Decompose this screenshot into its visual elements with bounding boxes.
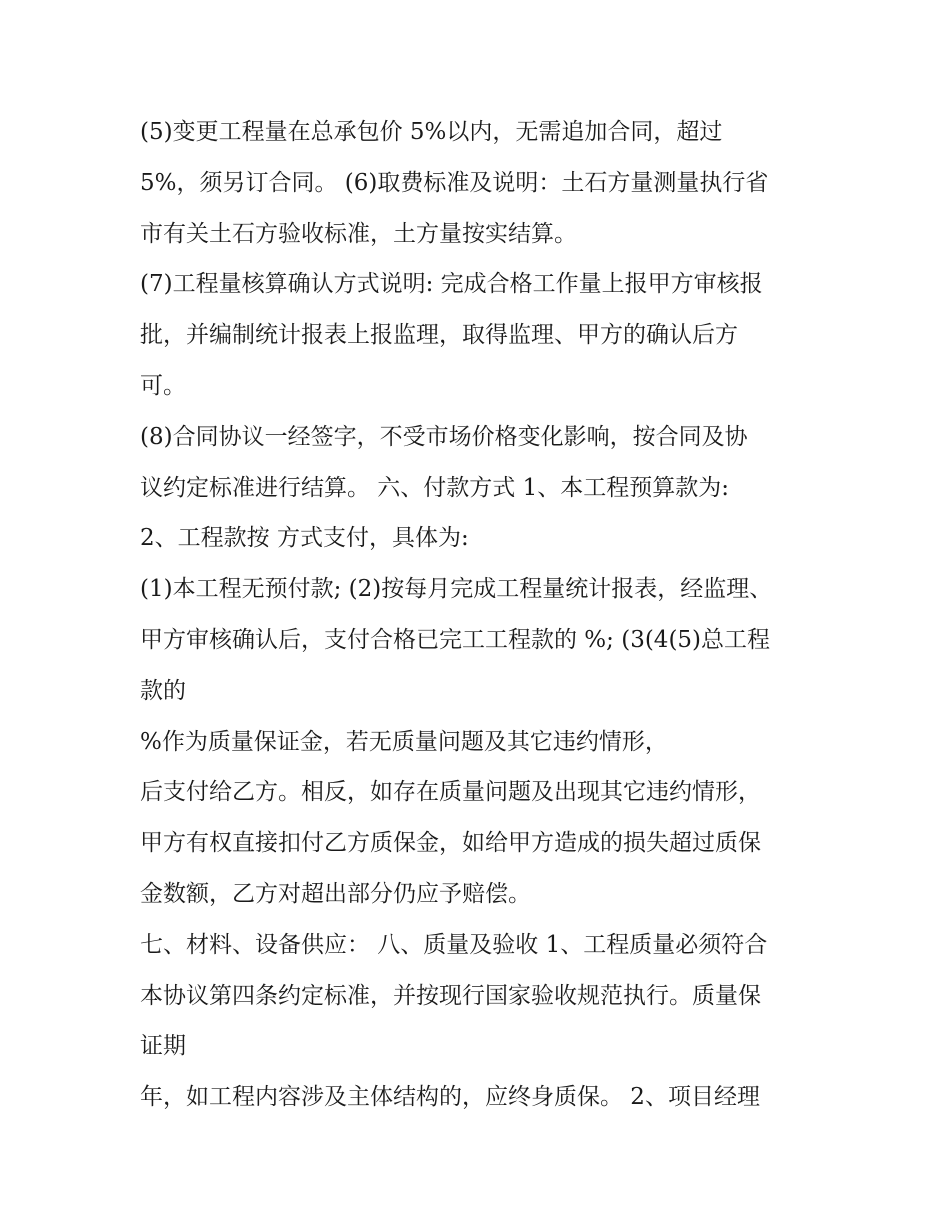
text-line: (8)合同协议一经签字，不受市场价格变化影响，按合同及协: [140, 423, 748, 450]
text-line: 本协议第四条约定标准，并按现行国家验收规范执行。质量保: [140, 982, 761, 1009]
text-line: 款的: [140, 677, 186, 704]
text-line: 年，如工程内容涉及主体结构的，应终身质保。 2、项目经理: [140, 1084, 760, 1111]
text-line: 可。: [140, 372, 186, 399]
text-line: 七、材料、设备供应： 八、质量及验收 1、工程质量必须符合: [140, 931, 768, 958]
text-line: (1)本工程无预付款; (2)按每月完成工程量统计报表，经监理、: [140, 576, 773, 603]
text-line: 后支付给乙方。相反，如存在质量问题及出现其它违约情形，: [140, 779, 761, 806]
text-line: (7)工程量核算确认方式说明: 完成合格工作量上报甲方审核报: [140, 271, 763, 298]
text-line: %作为质量保证金，若无质量问题及其它违约情形，: [140, 728, 668, 755]
text-line: 证期: [140, 1033, 186, 1060]
contract-text-body: [140, 107, 830, 1123]
text-line: 金数额，乙方对超出部分仍应予赔偿。: [140, 880, 531, 907]
text-line: (5)变更工程量在总承包价 5%以内，无需追加合同，超过: [140, 119, 723, 145]
text-line: 甲方审核确认后，支付合格已完工工程款的 %; (3(4(5)总工程: [140, 626, 771, 653]
text-line: 批，并编制统计报表上报监理，取得监理、甲方的确认后方: [140, 322, 738, 349]
text-line: 议约定标准进行结算。 六、付款方式 1、本工程预算款为:: [140, 474, 730, 501]
text-line: 市有关土石方验收标准，土方量按实结算。: [140, 220, 577, 247]
text-line: 甲方有权直接扣付乙方质保金，如给甲方造成的损失超过质保: [140, 830, 761, 857]
text-line: 2、工程款按 方式支付，具体为:: [140, 525, 469, 552]
text-line: 5%，须另订合同。 (6)取费标准及说明：土石方量测量执行省: [140, 169, 769, 196]
